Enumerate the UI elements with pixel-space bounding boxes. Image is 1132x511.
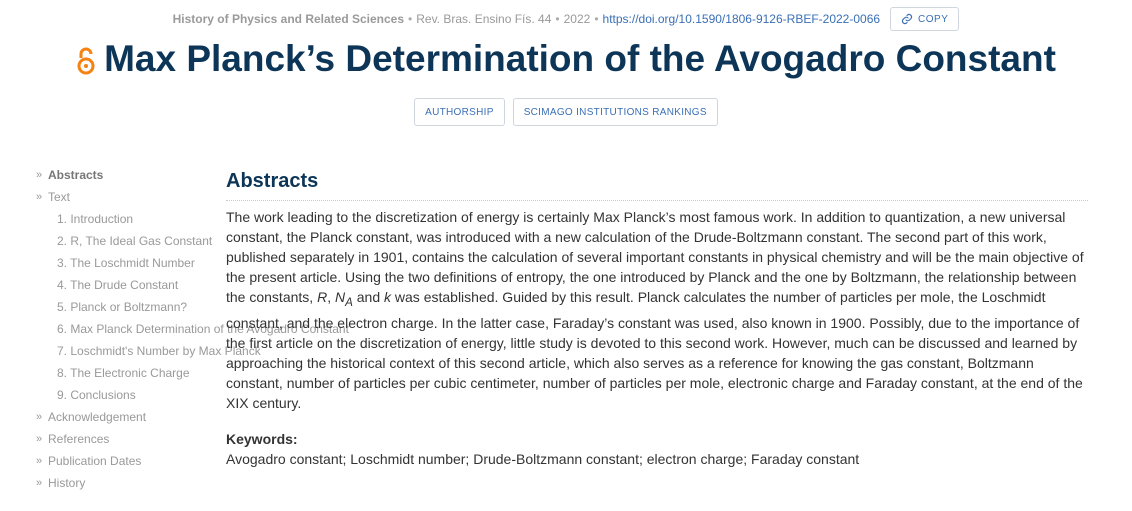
sidebar-item-label: 4. The Drude Constant xyxy=(57,278,179,292)
open-access-icon xyxy=(76,46,96,76)
abstract-part: The work leading to the discretization of energy is certainly Max Planck’s most famous work. In addition to quantization, a new universal constant, the Planck constant, was introduced with a new calculation of the Drude-Boltzmann constant. The second part of this work, published separately in 1901, contains the calculation of several important constants in physical chemistry and will be the main objective of the present article. Using the two definitions of entropy, the one introduced by Planck and the one by Boltzmann, the relationship between the constants, xyxy=(226,209,1084,305)
sidebar-item-label: References xyxy=(48,432,110,446)
doi-link[interactable]: https://doi.org/10.1590/1806-9126-RBEF-2022-0066 xyxy=(602,12,881,26)
sidebar-item-label: 1. Introduction xyxy=(57,212,134,226)
bullet-icon: » xyxy=(36,433,43,445)
sidebar-item-references[interactable] xyxy=(36,428,212,450)
sidebar-item-history[interactable] xyxy=(36,472,212,494)
sidebar-item-conclusions[interactable] xyxy=(36,384,212,406)
keywords-list: Avogadro constant; Loschmidt number; Drude-Boltzmann constant; electron charge; Faraday constant xyxy=(226,450,860,467)
meta-separator: • xyxy=(555,12,560,26)
sidebar-item-planck-or-boltzmann[interactable] xyxy=(36,296,212,318)
sidebar-item-label: 6. Max Planck Determination of the Avogadro Constant xyxy=(57,322,349,336)
sidebar-item-label: History xyxy=(48,476,86,490)
sidebar-item-text[interactable] xyxy=(36,186,212,208)
sidebar-item-planck-determination[interactable] xyxy=(36,318,349,340)
sidebar-item-label: 2. R, The Ideal Gas Constant xyxy=(57,234,213,248)
article-actions xyxy=(0,98,1132,126)
sidebar-item-electronic-charge[interactable] xyxy=(36,362,212,384)
main-content xyxy=(226,166,1088,469)
page-title: Max Planck’s Determination of the Avogadro Constant xyxy=(104,38,1056,79)
bullet-icon: » xyxy=(36,169,43,181)
sidebar-item-drude-constant[interactable] xyxy=(36,274,212,296)
citation: Rev. Bras. Ensino Fís. 44 xyxy=(416,12,552,26)
copy-doi-button[interactable] xyxy=(890,7,959,31)
symbol-n: N xyxy=(334,289,346,305)
sidebar-item-loschmidt-number[interactable] xyxy=(36,252,212,274)
journal-section: History of Physics and Related Sciences xyxy=(172,12,405,26)
sidebar-item-publication-dates[interactable] xyxy=(36,450,212,472)
symbol-a-subscript: A xyxy=(345,295,353,309)
abstract-text xyxy=(226,207,1088,413)
sidebar-item-loschmidt-by-planck[interactable] xyxy=(36,340,261,362)
bullet-icon: » xyxy=(36,477,43,489)
sidebar-item-label: 5. Planck or Boltzmann? xyxy=(57,300,188,314)
and: and xyxy=(352,289,385,305)
bullet-icon: » xyxy=(36,411,43,423)
sidebar-item-label: Acknowledgement xyxy=(48,410,147,424)
sidebar-item-label: 9. Conclusions xyxy=(57,388,136,402)
sidebar-item-label: 7. Loschmidt's Number by Max Planck xyxy=(57,344,261,358)
comma: , xyxy=(327,289,335,305)
link-icon xyxy=(901,13,913,25)
section-title: Abstracts xyxy=(226,166,1088,201)
sidebar-item-label: Text xyxy=(48,190,71,204)
bullet-icon: » xyxy=(36,455,43,467)
meta-separator: • xyxy=(594,12,599,26)
sidebar-item-ideal-gas-constant[interactable] xyxy=(36,230,212,252)
article-meta xyxy=(0,8,1132,30)
sidebar-item-acknowledgement[interactable] xyxy=(36,406,212,428)
bullet-icon: » xyxy=(36,191,43,203)
sidebar-item-label: 3. The Loschmidt Number xyxy=(57,256,195,270)
symbol-k: k xyxy=(384,289,392,305)
sidebar-item-introduction[interactable] xyxy=(36,208,212,230)
sidebar-item-label: 8. The Electronic Charge xyxy=(57,366,190,380)
sidebar-item-label: Publication Dates xyxy=(48,454,142,468)
title-row xyxy=(0,34,1132,84)
meta-separator: • xyxy=(408,12,413,26)
year: 2022 xyxy=(563,12,591,26)
authorship-button[interactable]: AUTHORSHIP xyxy=(414,98,505,126)
sidebar-item-label: Abstracts xyxy=(48,168,104,182)
sidebar-item-abstracts[interactable] xyxy=(36,164,212,186)
abstract-part: was established. Guided by this result. Planck calculates the number of particles per mole, the Loschmidt constant, and the electron charge. In the latter case, Faraday’s constant was used, also known in 1900. Possibly, due to the importance of the first article on the discretization of energy, little study is devoted to this second work. However, much can be discussed and learned by approaching the historical context of this second article, which also serves as a reference for knowing the gas constant, Boltzmann constant, number of particles per cubic centimeter, number of particles per mole, electronic charge and Faraday constant, at the end of the XIX century. xyxy=(226,289,1083,411)
symbol-r: R xyxy=(317,289,328,305)
keywords-label: Keywords: xyxy=(226,430,298,447)
copy-label: COPY xyxy=(918,13,949,25)
scimago-rankings-button[interactable]: SCIMAGO INSTITUTIONS RANKINGS xyxy=(513,98,718,126)
